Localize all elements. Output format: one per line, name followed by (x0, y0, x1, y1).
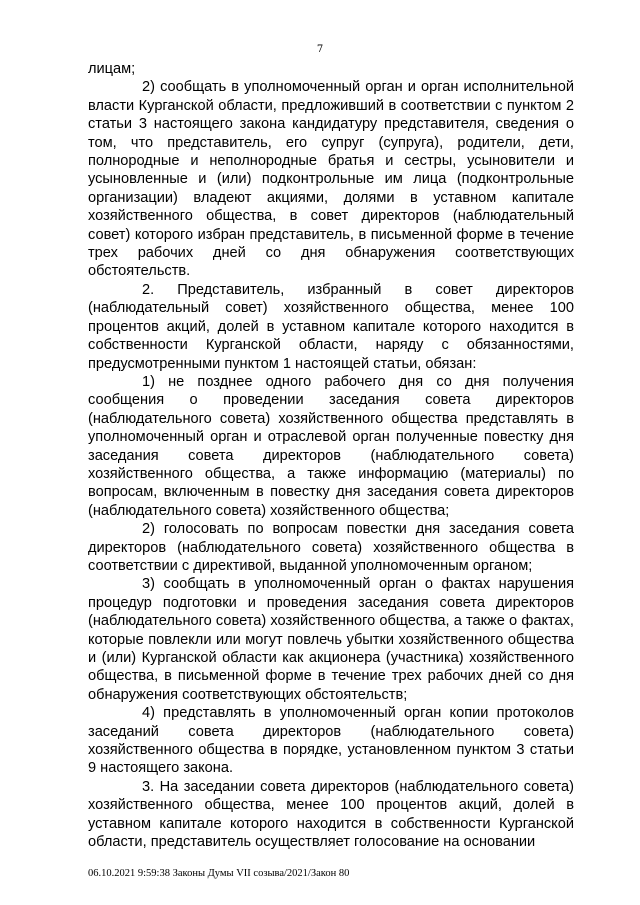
paragraph-subitem-2: 2) голосовать по вопросам повестки дня заседания совета директоров (наблюдательного совета) хозяйственного общества в соответствии с директивой, выданной уполномоченным органом; (88, 521, 574, 574)
page-number: 7 (316, 44, 324, 55)
paragraph-clause-2: 2. Представитель, избранный в совет директоров (наблюдательный совет) хозяйственного общества, менее 100 процентов акций, долей в уставном капитале которого находится в собственности Курганской области, наряду с обязанностями, предусмотренными пунктом 1 настоящей статьи, обязан: (88, 281, 574, 372)
paragraph-continuation: лицам; (88, 61, 136, 77)
footer-stamp: 06.10.2021 9:59:38 Законы Думы VII созыва/2021/Закон 80 (88, 868, 350, 879)
paragraph-subitem-4: 4) представлять в уполномоченный орган копии протоколов заседаний совета директоров (наблюдательного совета) хозяйственного общества в порядке, установленном пунктом 3 статьи 9 настоящего закона. (88, 705, 574, 777)
document-body (88, 60, 574, 851)
paragraph-clause-3: 3. На заседании совета директоров (наблюдательного совета) хозяйственного общества, менее 100 процентов акций, долей в уставном капитале которого находится в собственности Курганской области, представитель осуществляет голосование на основании (88, 778, 574, 851)
paragraph-subitem-1: 1) не позднее одного рабочего дня со дня получения сообщения о проведении заседания совета директоров (наблюдательного совета) хозяйственного общества представлять в уполномоченный орган и отраслевой орган полученные повестку дня заседания совета директоров (наблюдательного совета) хозяйственного общества, а также информацию (материалы) по вопросам, включенным в повестку дня заседания совета директоров (наблюдательного совета) хозяйственного общества; (88, 373, 574, 519)
paragraph-item-2: 2) сообщать в уполномоченный орган и орган исполнительной власти Курганской области, предложивший в соответствии с пунктом 2 статьи 3 настоящего закона кандидатуру представителя, сведения о том, что представитель, его супруг (супруга), родители, дети, полнородные и неполнородные братья и сестры, усыновители и усыновленные и (или) подконтрольные им лица (подконтрольные организации) владеют акциями, долями в уставном капитале хозяйственного общества, в совет директоров (наблюдательный совет) которого избран представитель, в письменной форме в течение трех рабочих дней со дня обнаружения соответствующих обстоятельств. (88, 79, 574, 280)
paragraph-subitem-3: 3) сообщать в уполномоченный орган о фактах нарушения процедур подготовки и проведения заседания совета директоров (наблюдательного совета) хозяйственного общества, а также о фактах, которые повлекли или могут повлечь убытки хозяйственного общества и (или) Курганской области как акционера (участника) хозяйственного общества, в письменной форме в течение трех рабочих дней со дня обнаружения соответствующих обстоятельств; (88, 576, 574, 703)
